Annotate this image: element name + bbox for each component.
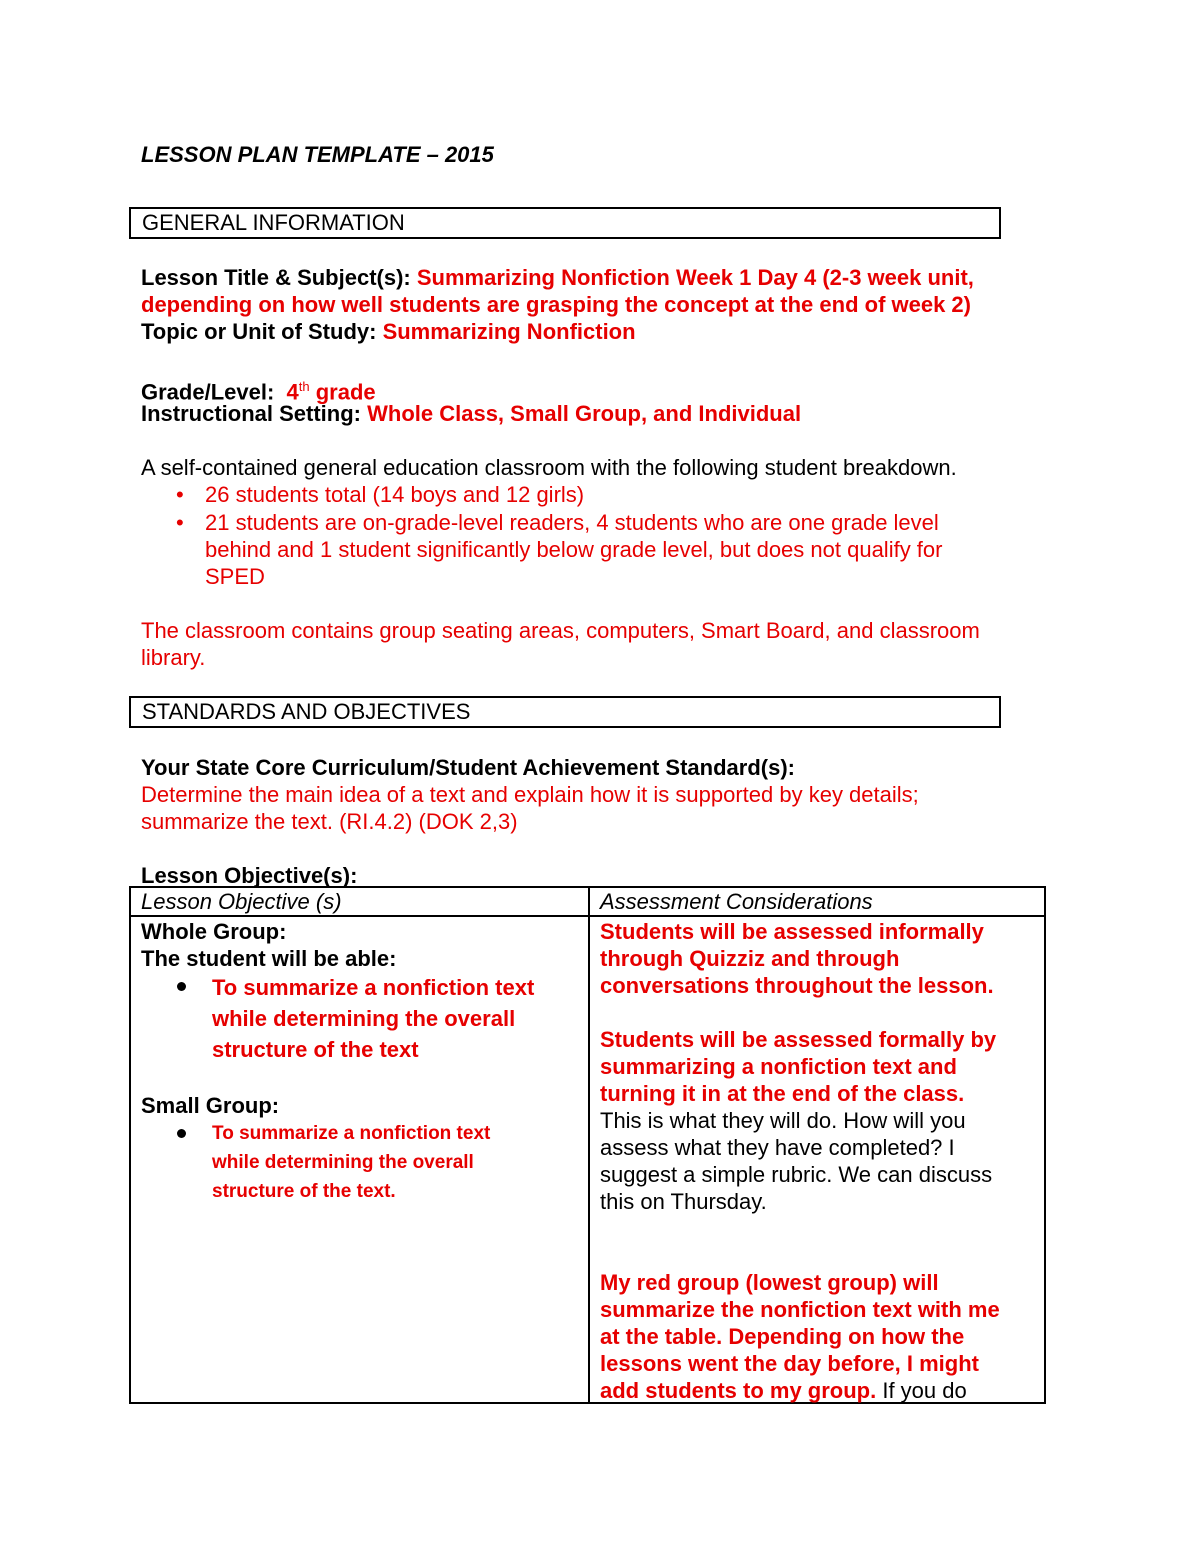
reviewer-note-line-4: this on Thursday. <box>600 1189 767 1214</box>
red-group-line-4: lessons went the day before, I might <box>600 1351 979 1376</box>
student-bullet-2-line-3: SPED <box>205 564 265 589</box>
assessment-informal-line-3: conversations throughout the lesson. <box>600 973 994 998</box>
standards-objectives-header <box>129 696 1001 728</box>
standards-objectives-label: STANDARDS AND OBJECTIVES <box>142 699 471 724</box>
assessment-formal-line-2: summarizing a nonfiction text and <box>600 1054 957 1079</box>
table-header-divider <box>131 915 1044 917</box>
table-header-objective: Lesson Objective (s) <box>141 889 342 914</box>
red-group-line-5-bold: add students to my group. <box>600 1378 877 1403</box>
breakdown-intro: A self-contained general education classroom with the following student breakdown. <box>141 455 957 480</box>
reviewer-note-line-2: assess what they have completed? I <box>600 1135 955 1160</box>
document-title: LESSON PLAN TEMPLATE – 2015 <box>141 142 494 167</box>
student-bullet-1-text: 26 students total (14 boys and 12 girls) <box>205 482 585 507</box>
grade-value-word: grade <box>309 379 376 405</box>
topic-label: Topic or Unit of Study: <box>141 319 383 344</box>
red-group-line-3: at the table. Depending on how the <box>600 1324 965 1349</box>
grade-value-superscript: th <box>298 379 310 394</box>
assessment-formal-line-3: turning it in at the end of the class. <box>600 1081 965 1106</box>
table-header-assessment: Assessment Considerations <box>600 889 873 914</box>
objectives-table <box>129 886 1046 1404</box>
lesson-title-line <box>141 264 974 291</box>
bullet-marker: • <box>176 510 184 535</box>
reviewer-note-tail: If you do <box>876 1378 967 1403</box>
whole-group-objective-line-3: structure of the text <box>212 1037 419 1062</box>
red-group-line-2: summarize the nonfiction text with me <box>600 1297 1000 1322</box>
classroom-line-2: library. <box>141 645 206 670</box>
lesson-title-label: Lesson Title & Subject(s): <box>141 265 417 290</box>
classroom-line-1: The classroom contains group seating areas, computers, Smart Board, and classroom <box>141 618 980 643</box>
grade-label: Grade/Level: <box>141 379 287 405</box>
grade-value-number: 4 <box>286 379 299 405</box>
setting-label: Instructional Setting: <box>141 401 368 426</box>
topic-value: Summarizing Nonfiction <box>382 319 636 344</box>
lesson-objectives-label: Lesson Objective(s): <box>141 863 358 888</box>
red-group-line-1: My red group (lowest group) will <box>600 1270 939 1295</box>
student-bullet-2-line-1: 21 students are on-grade-level readers, 4 students who are one grade level <box>205 510 939 535</box>
lesson-title-value-cont: depending on how well students are grasping the concept at the end of week 2) <box>141 292 971 317</box>
core-curriculum-value-1: Determine the main idea of a text and explain how it is supported by key details; <box>141 782 919 807</box>
small-group-objective-line-2: while determining the overall <box>212 1152 474 1173</box>
general-information-label: GENERAL INFORMATION <box>142 210 405 235</box>
core-curriculum-label: Your State Core Curriculum/Student Achievement Standard(s): <box>141 755 795 780</box>
assessment-informal-line-2: through Quizziz and through <box>600 946 900 971</box>
small-group-label: Small Group: <box>141 1093 280 1118</box>
whole-group-label: Whole Group: <box>141 919 287 944</box>
student-bullet-2-line-2: behind and 1 student significantly below grade level, but does not qualify for <box>205 537 943 562</box>
setting-value: Whole Class, Small Group, and Individual <box>367 401 802 426</box>
red-group-line-5 <box>600 1377 967 1404</box>
topic-line <box>141 318 636 345</box>
assessment-formal-line-1: Students will be assessed formally by <box>600 1027 997 1052</box>
small-group-objective-line-3: structure of the text. <box>212 1181 396 1202</box>
table-column-divider <box>588 888 590 1402</box>
student-able-label: The student will be able: <box>141 946 397 971</box>
bullet-marker: • <box>176 482 184 507</box>
student-bullet-2 <box>0 509 1200 590</box>
reviewer-note-line-3: suggest a simple rubric. We can discuss <box>600 1162 993 1187</box>
lesson-title-value: Summarizing Nonfiction Week 1 Day 4 (2-3 week unit, <box>416 265 974 290</box>
student-bullet-1 <box>0 481 1200 508</box>
bullet-dot-icon <box>177 982 186 991</box>
whole-group-objective-line-2: while determining the overall <box>212 1006 516 1031</box>
general-information-header <box>129 207 1001 239</box>
small-group-objective-line-1: To summarize a nonfiction text <box>212 1123 491 1144</box>
reviewer-note-line-1: This is what they will do. How will you <box>600 1108 966 1133</box>
assessment-informal-line-1: Students will be assessed informally <box>600 919 984 944</box>
whole-group-objective-line-1: To summarize a nonfiction text <box>212 975 535 1000</box>
bullet-dot-icon <box>177 1129 186 1138</box>
setting-line <box>141 400 801 427</box>
core-curriculum-value-2: summarize the text. (RI.4.2) (DOK 2,3) <box>141 809 518 834</box>
